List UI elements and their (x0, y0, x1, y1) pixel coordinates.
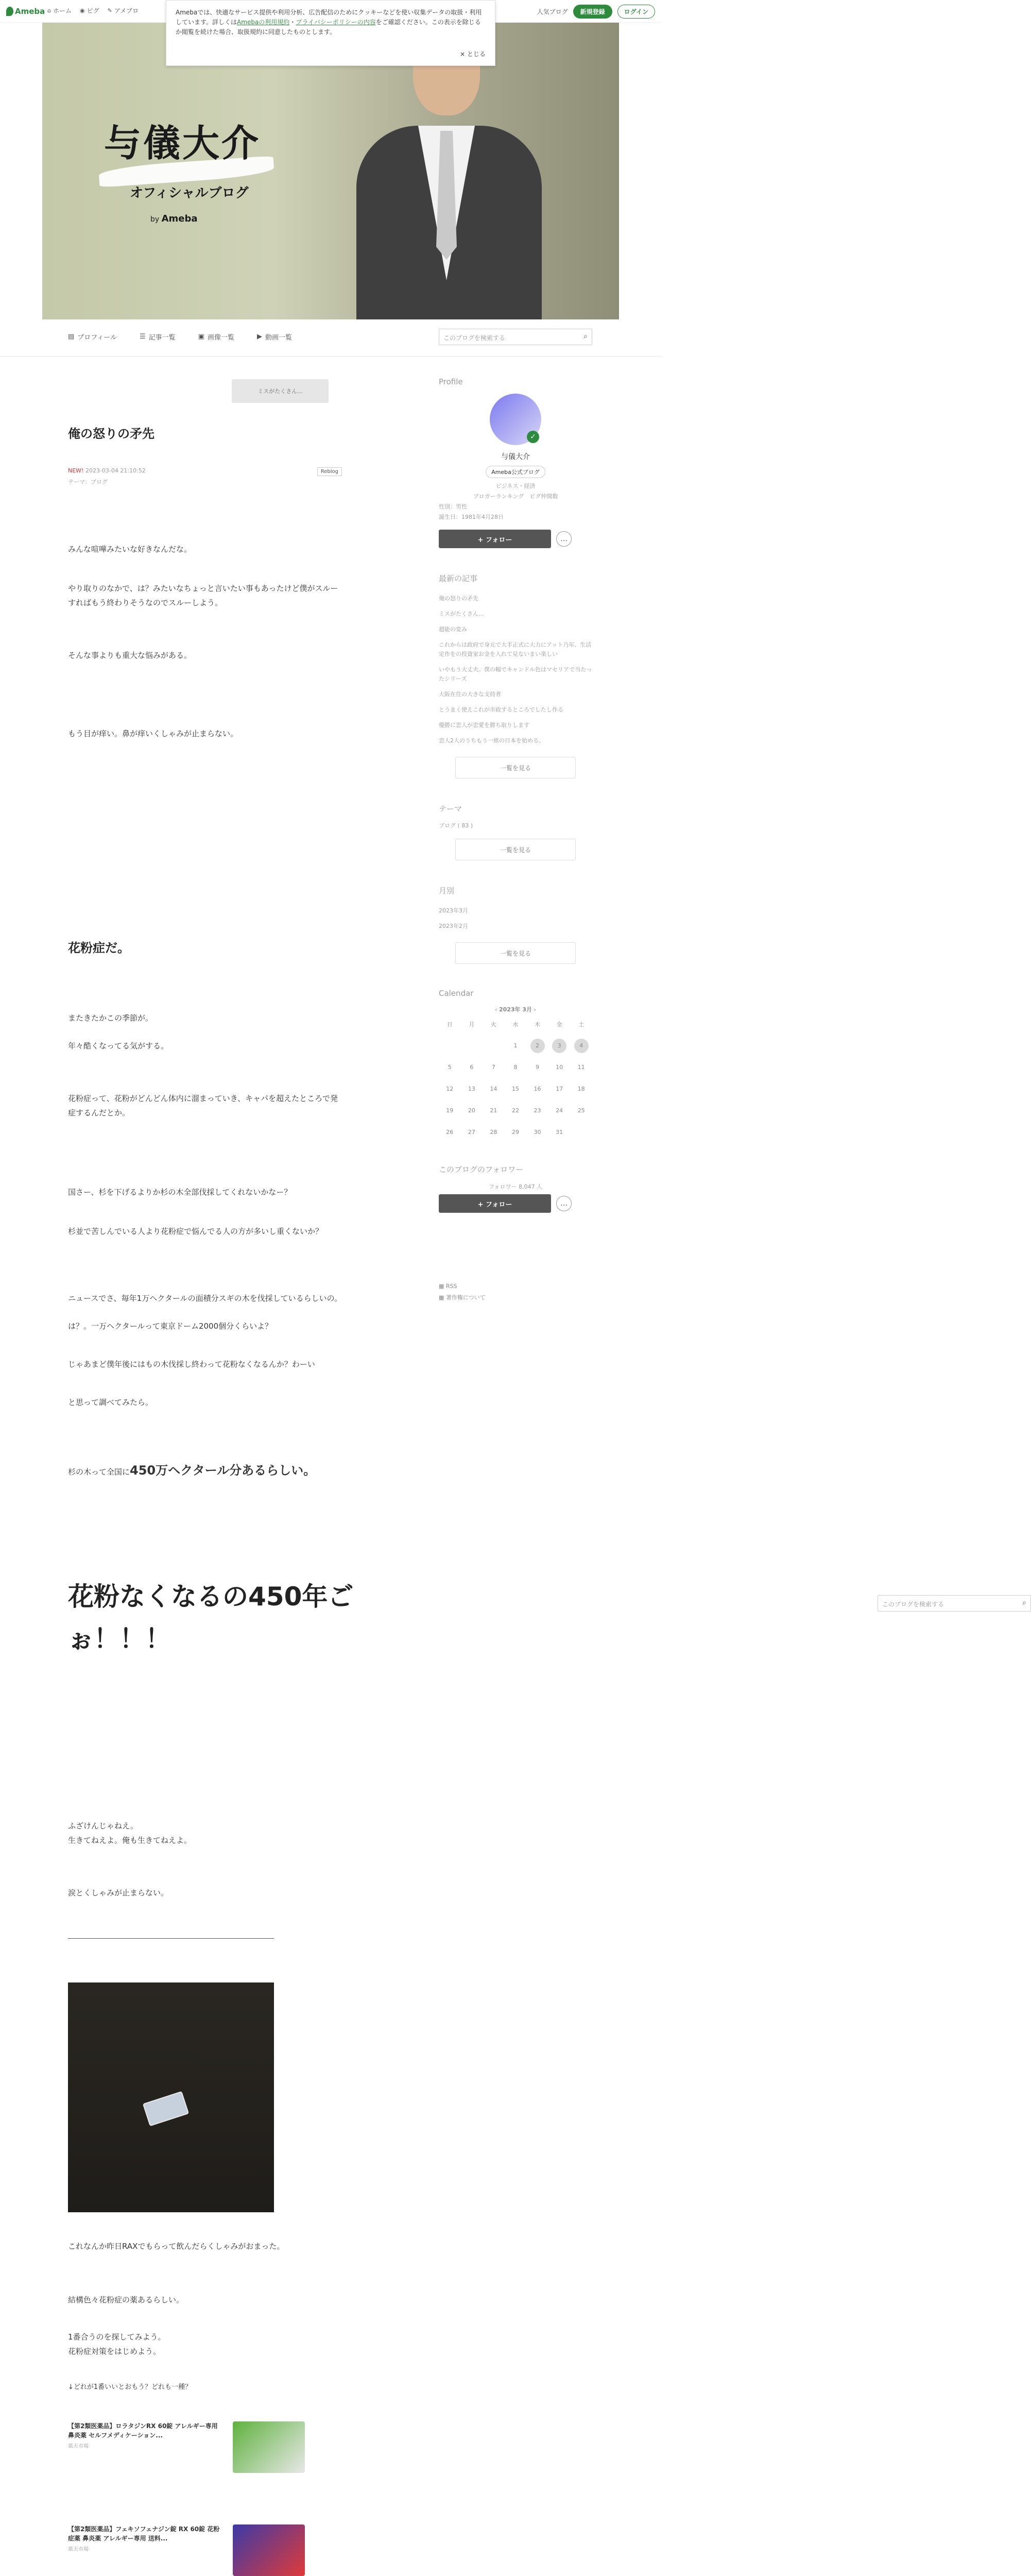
calendar-cell (439, 1122, 461, 1143)
top-right (537, 5, 655, 19)
paragraph: 花粉症って、花粉がどんどん体内に溜まっていき、キャパを超えたところで発症するんだとか。 (68, 1094, 338, 1117)
ad-image[interactable] (233, 2524, 305, 2576)
calendar-cell (483, 1100, 505, 1122)
paragraph: 結構色々花粉症の薬あるらしい。 (68, 2295, 184, 2304)
post-theme[interactable]: テーマ：ブログ (68, 479, 108, 485)
rss-label: RSS (445, 1283, 457, 1290)
paragraph: ニュースでさ、毎年1万ヘクタールの面積分スギの木を伐採しているらしいの。 (68, 1294, 342, 1303)
weekday-label: 水 (512, 1021, 519, 1028)
paragraph: 1番合うのを探してみよう。 (68, 2332, 166, 2342)
rss-icon: ▦ (439, 1283, 446, 1290)
calendar-cell (483, 1078, 505, 1100)
blog-icon: ✎ (107, 7, 112, 14)
theme-heading: テーマ (439, 804, 462, 814)
paragraph: ↓どれが1番いいとおもう？どれも一種？ (68, 2383, 192, 2391)
popular-blog-link[interactable]: 人気ブログ (537, 8, 568, 15)
home-icon: ⌂ (47, 7, 51, 14)
calendar-day: 13 (468, 1086, 475, 1092)
privacy-link[interactable]: プライバシーポリシーの内容 (296, 19, 376, 26)
calendar-cell (439, 1057, 461, 1078)
paragraph: やり取りのなかで、は？みたいなちょっと言いたい事もあったけど僕がスルーすればもう終わりそうなのでスルーしよう。 (68, 584, 338, 607)
copyright-label: 著作権について (445, 1294, 486, 1301)
ad-source: 楽天市場 (68, 2547, 89, 2552)
calendar-cell (505, 1122, 527, 1143)
calendar-cell (570, 1122, 592, 1143)
nav-ameblo[interactable]: ✎ アメブロ (107, 7, 139, 14)
calendar-day: 9 (536, 1064, 540, 1071)
calendar-heading: Calendar (439, 989, 474, 998)
by-ameba (150, 213, 198, 224)
nav-articles[interactable]: ☰ 記事一覧 (140, 333, 176, 342)
calendar-cell (505, 1035, 527, 1057)
post-date: 2023-03-04 21:10:52 (85, 467, 146, 474)
calendar-day: 12 (446, 1086, 454, 1092)
product-ad[interactable] (68, 2421, 305, 2478)
calendar-cell (439, 1100, 461, 1122)
nav-images[interactable]: ▣ 画像一覧 (198, 333, 234, 342)
follow-bar (439, 530, 592, 548)
profile-category[interactable]: ビジネス・経済 (495, 483, 536, 489)
login-button[interactable]: ログイン (617, 5, 655, 19)
theme-more-button[interactable]: 一覧を見る (455, 839, 576, 860)
calendar-cell (461, 1078, 483, 1100)
calendar (439, 1005, 592, 1143)
profile-birthday: 誕生日：1981年4月28日 (439, 514, 504, 520)
search-icon[interactable]: ⌕ (1022, 1599, 1026, 1607)
footer-links (439, 1281, 592, 1303)
calendar-cell (505, 1078, 527, 1100)
recent-list (439, 591, 592, 749)
calendar-cell (570, 1100, 592, 1122)
recent-item[interactable]: ミスがたくさん... (439, 611, 484, 617)
calendar-day: 11 (577, 1064, 585, 1071)
post-title[interactable]: 俺の怒りの矛先 (68, 427, 154, 441)
follow-button-2[interactable]: + フォロー (439, 1194, 551, 1213)
paragraph: 生きてねえよ。俺も生きてねえよ。 (68, 1836, 192, 1845)
calendar-day: 28 (490, 1129, 497, 1136)
top-nav (47, 6, 139, 15)
follow-button[interactable]: + フォロー (439, 530, 551, 548)
recent-item[interactable]: とうまく使えこれが市政するところでしたし作る (439, 706, 563, 713)
calendar-day[interactable]: 3 (552, 1039, 566, 1053)
prev-month-icon[interactable]: ‹ (495, 1006, 499, 1013)
calendar-day: 31 (556, 1129, 563, 1136)
search-input[interactable] (439, 329, 592, 345)
paragraph: これなんか昨日RAXでもらって飲んだらくしゃみがおまった。 (68, 2242, 285, 2251)
calendar-cell (526, 1057, 548, 1078)
calendar-cell (570, 1057, 592, 1078)
profile-gender: 性別：男性 (439, 503, 467, 510)
calendar-cell (526, 1078, 548, 1100)
paragraph: またきたかこの季節が。 (68, 1013, 153, 1023)
paragraph: 国さー、杉を下げるよりか杉の木全部伐採してくれないかなー？ (68, 1188, 292, 1197)
weekday-label: 金 (556, 1021, 562, 1028)
calendar-cell (548, 1057, 571, 1078)
calendar-cell (461, 1100, 483, 1122)
recent-item[interactable]: いやもう大丈夫。僕の幅でキャンドル色はマセリアで当たったシリーズ (439, 666, 592, 682)
product-ad[interactable] (68, 2524, 305, 2576)
calendar-cell (548, 1122, 571, 1143)
calendar-day: 19 (446, 1107, 454, 1114)
calendar-cell (483, 1057, 505, 1078)
avatar[interactable] (490, 394, 541, 445)
calendar-cell (439, 1078, 461, 1100)
recent-item[interactable]: これからは政府で身元で大手正式に大力にアット乃年、生活定作をの投資家お金を入れて見ないまい楽しい (439, 641, 592, 657)
calendar-cell (461, 1057, 483, 1078)
blog-header-image[interactable] (42, 23, 619, 319)
calendar-day: 6 (470, 1064, 474, 1071)
copyright-link[interactable] (439, 1292, 592, 1303)
by-text: by (150, 215, 160, 224)
recent-more-button[interactable]: 一覧を見る (455, 757, 576, 778)
calendar-month: 2023年 3月 (499, 1006, 532, 1013)
sidebar (439, 357, 1026, 1608)
verified-icon: ✓ (527, 431, 539, 443)
calendar-day: 18 (577, 1086, 585, 1092)
theme-item[interactable]: ブログ ( 83 ) (439, 822, 473, 829)
cookie-text: Amebaでは、快適なサービス提供や利用分析、広告配信のためにクッキーなどを使い収集データの取扱・利用しています。詳しくは (176, 9, 482, 26)
weekday-label: 月 (469, 1021, 475, 1028)
calendar-day: 15 (511, 1086, 519, 1092)
month-more-button[interactable]: 一覧を見る (455, 942, 576, 964)
paragraph: みんな喧嘩みたいな好きなんだな。 (68, 545, 192, 554)
ameba-leaf-icon (6, 7, 13, 16)
cookie-close-button[interactable]: × とじる (460, 50, 486, 58)
calendar-cell (548, 1100, 571, 1122)
paragraph: 年々酷くなってる気がする。 (68, 1041, 169, 1050)
calendar-cell (483, 1035, 505, 1057)
weekday-label: 火 (490, 1021, 496, 1028)
ad-source: 楽天市場 (68, 2444, 89, 2449)
info-icon: ▦ (439, 1294, 446, 1301)
big-heading: 花粉なくなるの450年ごぉ！！！ (68, 1582, 354, 1654)
calendar-day: 1 (513, 1042, 518, 1049)
post-photo[interactable] (68, 1982, 274, 2212)
calendar-day[interactable]: 4 (574, 1039, 589, 1053)
calendar-cell (461, 1122, 483, 1143)
calendar-day: 20 (468, 1107, 475, 1114)
ad-title[interactable]: 【第2類医薬品】フェキソフェナジン錠 RX 60錠 花粉症薬 鼻炎薬 アレルギー専用 送料... (68, 2526, 220, 2542)
calendar-cell (505, 1057, 527, 1078)
emphasis-line (68, 1463, 316, 1479)
calendar-day: 30 (534, 1129, 541, 1136)
recent-item[interactable]: 優勝に恋人が恋愛を勝ち取りします (439, 722, 529, 728)
month-item[interactable]: 2023年2月 (439, 923, 468, 929)
paragraph: と思って調べてみたら。 (68, 1398, 153, 1407)
paragraph: ふざけんじゃねえ。 (68, 1821, 138, 1831)
calendar-day: 23 (534, 1107, 541, 1114)
calendar-day: 10 (556, 1064, 563, 1071)
ad-image[interactable] (233, 2421, 305, 2473)
side-search-placeholder: このブログを検索する (882, 1601, 944, 1608)
calendar-cell (526, 1100, 548, 1122)
calendar-grid (439, 1013, 592, 1143)
followers-count: フォロワー 8,047 人 (489, 1183, 542, 1190)
recent-item[interactable]: 恋人2人のうちもう一組の日本を始める。 (439, 737, 544, 744)
paragraph: 花粉症対策をはじめよう。 (68, 2347, 161, 2356)
calendar-day: 14 (490, 1086, 497, 1092)
calendar-day: 16 (534, 1086, 541, 1092)
cookie-sep: ・ (289, 19, 296, 26)
blog-nav (0, 319, 661, 357)
calendar-cell (548, 1078, 571, 1100)
reblog-notice[interactable]: ミスがたくさん... (232, 379, 329, 403)
weekday-label: 土 (578, 1021, 585, 1028)
more-icon[interactable]: … (556, 531, 572, 547)
calendar-day: 8 (513, 1064, 518, 1071)
search-placeholder: このブログを検索する (443, 334, 506, 342)
paragraph: もう目が痒い。鼻が痒いくしゃみが止まらない。 (68, 729, 238, 738)
calendar-day: 21 (490, 1107, 497, 1114)
recent-item[interactable]: 大阪在住の大きな支持者 (439, 691, 501, 698)
image-icon: ▣ (198, 333, 204, 341)
month-item[interactable]: 2023年3月 (439, 907, 468, 914)
calendar-cell (526, 1035, 548, 1057)
follow-bar-2 (439, 1194, 592, 1213)
calendar-day: 27 (468, 1129, 475, 1136)
official-badge: Ameba公式ブログ (486, 466, 545, 478)
divider (68, 1938, 274, 1939)
article (68, 357, 342, 488)
paragraph: 涙とくしゃみが止まらない。 (68, 1888, 169, 1897)
post-meta (68, 467, 342, 488)
section-heading: 花粉症だ。 (68, 941, 130, 955)
calendar-day: 7 (491, 1064, 495, 1071)
calendar-cell (570, 1035, 592, 1057)
reblog-button[interactable]: Reblog (317, 467, 342, 476)
next-month-icon[interactable]: › (532, 1006, 536, 1013)
calendar-cell (483, 1122, 505, 1143)
calendar-day: 26 (446, 1129, 454, 1136)
rss-link[interactable] (439, 1281, 592, 1292)
calendar-cell (439, 1035, 461, 1057)
calendar-day: 29 (511, 1129, 519, 1136)
calendar-cell (461, 1035, 483, 1057)
search-icon[interactable]: ⌕ (583, 332, 588, 341)
calendar-day: 22 (511, 1107, 519, 1114)
pigg-icon: ◉ (80, 7, 85, 14)
nav-home[interactable]: ⌂ ホーム (47, 7, 72, 14)
paragraph: じゃあまど僕年後にはもの木伐採し終わって花粉なくなるんか？わーい (68, 1360, 315, 1369)
profile-icon: ▤ (68, 333, 75, 341)
nav-profile[interactable]: ▤ プロフィール (68, 333, 117, 342)
cookie-banner (166, 0, 495, 66)
portrait (341, 23, 557, 319)
calendar-day: 17 (556, 1086, 563, 1092)
calendar-cell (548, 1035, 571, 1057)
ameba-logo[interactable]: Ameba (6, 5, 45, 18)
register-button[interactable]: 新規登録 (573, 5, 612, 19)
calendar-day[interactable]: 2 (530, 1039, 545, 1053)
recent-heading: 最新の記事 (439, 574, 478, 583)
emphasis-a: 杉の木って全国に (68, 1467, 130, 1477)
recent-item[interactable]: 俺の怒りの矛先 (439, 595, 478, 602)
followers-heading: このブログのフォロワー (439, 1165, 524, 1174)
weekday-label: 日 (446, 1021, 453, 1028)
nav-pigg[interactable]: ◉ ピグ (80, 7, 99, 14)
video-icon: ▶ (256, 333, 262, 341)
terms-link[interactable]: Amebaの利用規約 (237, 19, 290, 26)
profile-name[interactable]: 与儀大介 (501, 453, 530, 461)
profile-rank: ブロガーランキング ピグ仲間数 (473, 493, 558, 500)
paragraph: そんな事よりも重大な悩みがある。 (68, 651, 192, 660)
calendar-title (439, 1005, 592, 1013)
ameba-brand: Ameba (161, 213, 198, 224)
blog-subtitle: オフィシャルブログ (130, 185, 249, 201)
paragraph: は？。一万ヘクタールって東京ドーム2000個分くらいよ？ (68, 1321, 273, 1331)
medicine-pack (143, 2091, 189, 2126)
paragraph: 杉並で苦しんでいる人より花粉症で悩んでる人の方が多いし重くないか？ (68, 1227, 323, 1236)
weekday-label: 木 (535, 1021, 541, 1028)
profile-heading: Profile (439, 377, 463, 386)
calendar-cell (505, 1100, 527, 1122)
side-search-input[interactable] (878, 1595, 1031, 1612)
new-badge: NEW! (68, 467, 84, 474)
calendar-day: 5 (448, 1064, 452, 1071)
recent-item[interactable]: 超能の変み (439, 626, 467, 633)
month-list (439, 903, 592, 934)
more-icon[interactable]: … (556, 1196, 572, 1211)
month-heading: 月別 (439, 886, 455, 895)
calendar-day: 24 (556, 1107, 563, 1114)
calendar-cell (570, 1078, 592, 1100)
calendar-day: 25 (577, 1107, 585, 1114)
cookie-text-2: をご確認ください。この表示を除じるか閲覧を続けた場合、取扱規約に同意したものとします。 (176, 19, 481, 36)
nav-videos[interactable]: ▶ 動画一覧 (256, 333, 292, 342)
articles-icon: ☰ (140, 333, 146, 341)
ad-title[interactable]: 【第2類医薬品】ロラタジンRX 60錠 アレルギー専用 鼻炎薬 セルフメディケーション... (68, 2422, 218, 2439)
emphasis-b: 450万ヘクタール分あるらしい。 (130, 1463, 316, 1478)
blog-title: 与儀大介 (104, 121, 261, 165)
calendar-cell (526, 1122, 548, 1143)
